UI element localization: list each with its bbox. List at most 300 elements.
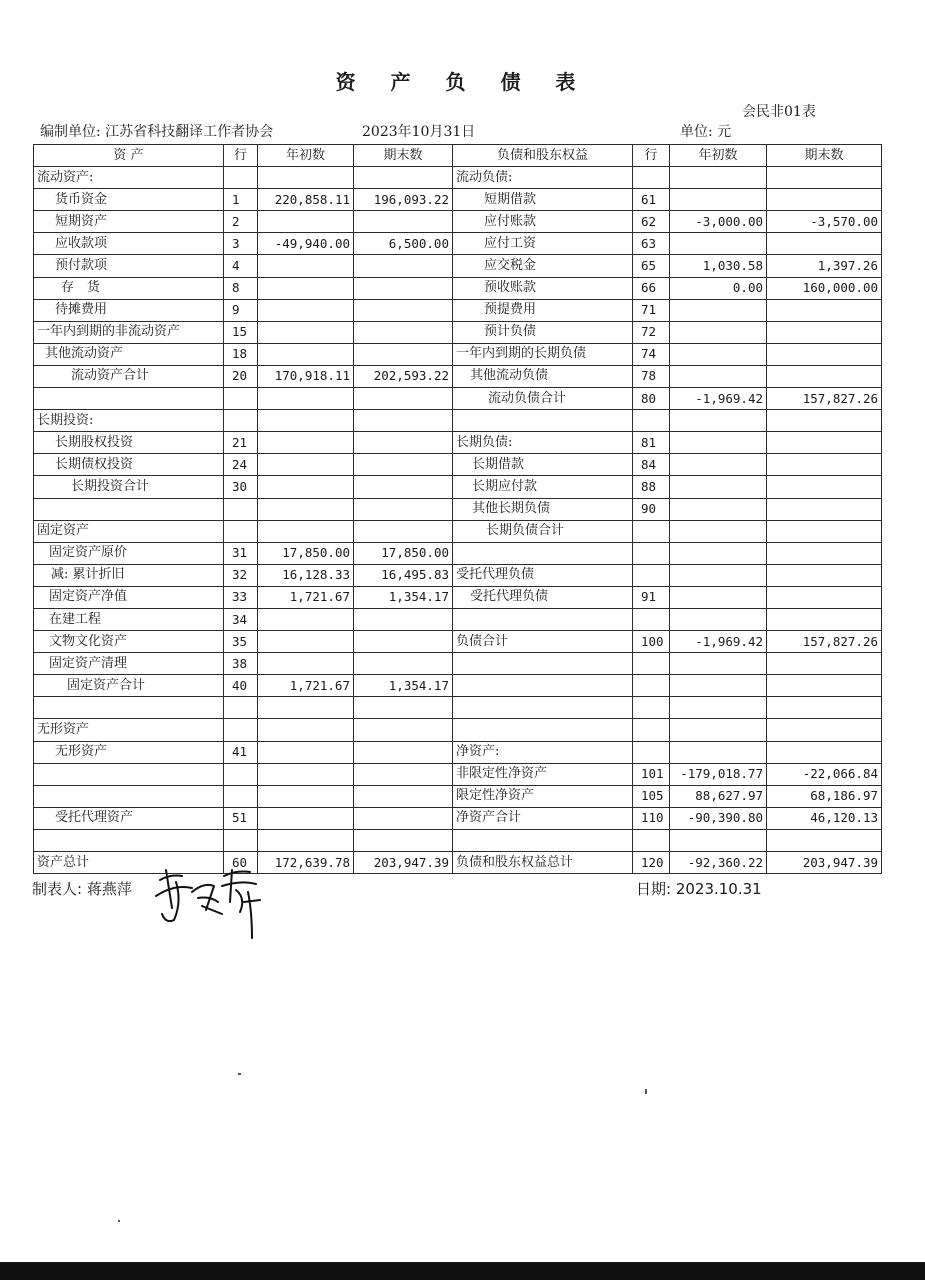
asset-closing-cell (354, 498, 453, 520)
liability-line-no-cell: 110 (633, 807, 670, 829)
header-cell: 资 产 (34, 145, 224, 167)
liability-line-no-cell: 91 (633, 586, 670, 608)
asset-line-no-cell: 21 (224, 432, 258, 454)
asset-opening-cell (258, 631, 354, 653)
asset-closing-cell: 202,593.22 (354, 365, 453, 387)
liability-closing-cell (767, 167, 882, 189)
asset-closing-cell (354, 432, 453, 454)
table-row (34, 586, 882, 608)
liability-name-cell: 其他流动负债 (453, 365, 633, 387)
header-cell: 期末数 (767, 145, 882, 167)
liability-name-cell: 长期借款 (453, 454, 633, 476)
table-row (34, 476, 882, 498)
table-row (34, 741, 882, 763)
asset-line-no-cell: 40 (224, 675, 258, 697)
liability-line-no-cell: 78 (633, 365, 670, 387)
liability-closing-cell (767, 454, 882, 476)
asset-closing-cell (354, 454, 453, 476)
asset-closing-cell (354, 829, 453, 851)
liability-closing-cell: 157,827.26 (767, 388, 882, 410)
asset-opening-cell (258, 167, 354, 189)
asset-name-cell: 短期资产 (34, 211, 224, 233)
asset-name-cell: 长期投资合计 (34, 476, 224, 498)
liability-name-cell (453, 653, 633, 675)
liability-closing-cell (767, 299, 882, 321)
liability-line-no-cell (633, 697, 670, 719)
liability-closing-cell (767, 520, 882, 542)
asset-name-cell: 无形资产 (34, 719, 224, 741)
asset-opening-cell (258, 653, 354, 675)
asset-name-cell (34, 785, 224, 807)
asset-closing-cell (354, 299, 453, 321)
liability-closing-cell (767, 476, 882, 498)
asset-line-no-cell: 32 (224, 564, 258, 586)
asset-opening-cell: 17,850.00 (258, 542, 354, 564)
table-row (34, 829, 882, 851)
asset-line-no-cell: 4 (224, 255, 258, 277)
asset-opening-cell (258, 299, 354, 321)
liability-opening-cell (670, 476, 767, 498)
asset-name-cell: 长期投资: (34, 410, 224, 432)
liability-opening-cell (670, 697, 767, 719)
asset-name-cell: 减: 累计折旧 (34, 564, 224, 586)
liability-line-no-cell: 63 (633, 233, 670, 255)
asset-line-no-cell: 20 (224, 365, 258, 387)
table-row (34, 675, 882, 697)
footer-date: 日期: 2023.10.31 (636, 880, 762, 898)
liability-opening-cell: -3,000.00 (670, 211, 767, 233)
asset-name-cell: 流动资产: (34, 167, 224, 189)
asset-opening-cell (258, 498, 354, 520)
scan-edge-bar (0, 1262, 925, 1280)
asset-line-no-cell (224, 785, 258, 807)
asset-line-no-cell: 34 (224, 608, 258, 630)
asset-line-no-cell (224, 498, 258, 520)
liability-opening-cell (670, 233, 767, 255)
liability-closing-cell (767, 365, 882, 387)
liability-closing-cell (767, 608, 882, 630)
liability-name-cell: 流动负债: (453, 167, 633, 189)
asset-opening-cell: 1,721.67 (258, 586, 354, 608)
asset-line-no-cell: 15 (224, 321, 258, 343)
asset-opening-cell (258, 255, 354, 277)
asset-line-no-cell: 31 (224, 542, 258, 564)
balance-sheet-table (33, 144, 882, 874)
liability-name-cell (453, 697, 633, 719)
report-title: 资 产 负 债 表 (335, 70, 590, 94)
liability-name-cell: 长期负债合计 (453, 520, 633, 542)
liability-line-no-cell (633, 829, 670, 851)
asset-line-no-cell (224, 697, 258, 719)
liability-opening-cell (670, 343, 767, 365)
table-row (34, 388, 882, 410)
asset-name-cell: 资产总计 (34, 852, 224, 874)
liability-line-no-cell: 100 (633, 631, 670, 653)
asset-line-no-cell: 3 (224, 233, 258, 255)
asset-closing-cell (354, 167, 453, 189)
table-row (34, 277, 882, 299)
asset-opening-cell: 16,128.33 (258, 564, 354, 586)
liability-opening-cell: -92,360.22 (670, 852, 767, 874)
asset-line-no-cell (224, 388, 258, 410)
asset-closing-cell (354, 343, 453, 365)
asset-closing-cell (354, 410, 453, 432)
liability-opening-cell (670, 454, 767, 476)
liability-line-no-cell: 66 (633, 277, 670, 299)
asset-closing-cell (354, 631, 453, 653)
liability-closing-cell (767, 829, 882, 851)
asset-closing-cell (354, 277, 453, 299)
table-row (34, 697, 882, 719)
asset-name-cell: 长期债权投资 (34, 454, 224, 476)
liability-name-cell (453, 675, 633, 697)
liability-name-cell: 应交税金 (453, 255, 633, 277)
asset-closing-cell (354, 807, 453, 829)
asset-line-no-cell (224, 167, 258, 189)
asset-opening-cell: 172,639.78 (258, 852, 354, 874)
asset-line-no-cell: 18 (224, 343, 258, 365)
liability-closing-cell (767, 697, 882, 719)
liability-line-no-cell: 61 (633, 189, 670, 211)
liability-name-cell: 一年内到期的长期负债 (453, 343, 633, 365)
asset-opening-cell: -49,940.00 (258, 233, 354, 255)
asset-opening-cell: 1,721.67 (258, 675, 354, 697)
asset-name-cell (34, 388, 224, 410)
asset-closing-cell (354, 741, 453, 763)
liability-closing-cell (767, 410, 882, 432)
asset-opening-cell (258, 476, 354, 498)
liability-name-cell: 受托代理负债 (453, 564, 633, 586)
liability-closing-cell (767, 719, 882, 741)
liability-opening-cell (670, 653, 767, 675)
liability-line-no-cell: 88 (633, 476, 670, 498)
liability-line-no-cell (633, 675, 670, 697)
liability-line-no-cell (633, 410, 670, 432)
handwritten-signature (152, 862, 272, 942)
asset-name-cell: 文物文化资产 (34, 631, 224, 653)
liability-line-no-cell: 71 (633, 299, 670, 321)
asset-opening-cell (258, 520, 354, 542)
table-row (34, 608, 882, 630)
liability-opening-cell: 88,627.97 (670, 785, 767, 807)
asset-line-no-cell: 30 (224, 476, 258, 498)
liability-line-no-cell (633, 520, 670, 542)
liability-line-no-cell (633, 564, 670, 586)
liability-line-no-cell (633, 608, 670, 630)
asset-opening-cell (258, 454, 354, 476)
liability-opening-cell (670, 321, 767, 343)
liability-line-no-cell: 74 (633, 343, 670, 365)
header-cell: 行 (224, 145, 258, 167)
liability-name-cell: 限定性净资产 (453, 785, 633, 807)
asset-closing-cell (354, 608, 453, 630)
liability-line-no-cell: 120 (633, 852, 670, 874)
asset-closing-cell: 16,495.83 (354, 564, 453, 586)
asset-name-cell: 其他流动资产 (34, 343, 224, 365)
asset-closing-cell (354, 476, 453, 498)
liability-opening-cell (670, 719, 767, 741)
liability-name-cell: 长期应付款 (453, 476, 633, 498)
table-row (34, 167, 882, 189)
asset-opening-cell (258, 388, 354, 410)
liability-closing-cell (767, 343, 882, 365)
liability-opening-cell: -179,018.77 (670, 763, 767, 785)
scan-speck (238, 1073, 241, 1075)
scan-speck (645, 1089, 647, 1094)
asset-name-cell: 货币资金 (34, 189, 224, 211)
liability-name-cell: 其他长期负债 (453, 498, 633, 520)
liability-name-cell: 非限定性净资产 (453, 763, 633, 785)
liability-line-no-cell: 72 (633, 321, 670, 343)
asset-name-cell: 固定资产合计 (34, 675, 224, 697)
header-cell: 期末数 (354, 145, 453, 167)
asset-opening-cell (258, 807, 354, 829)
liability-closing-cell: 157,827.26 (767, 631, 882, 653)
liability-opening-cell (670, 520, 767, 542)
liability-line-no-cell: 80 (633, 388, 670, 410)
table-row (34, 653, 882, 675)
asset-closing-cell (354, 653, 453, 675)
liability-opening-cell (670, 498, 767, 520)
liability-opening-cell (670, 829, 767, 851)
liability-line-no-cell (633, 719, 670, 741)
asset-name-cell: 流动资产合计 (34, 365, 224, 387)
liability-closing-cell (767, 432, 882, 454)
asset-line-no-cell: 8 (224, 277, 258, 299)
asset-opening-cell (258, 321, 354, 343)
asset-name-cell (34, 498, 224, 520)
asset-name-cell: 固定资产净值 (34, 586, 224, 608)
asset-opening-cell (258, 829, 354, 851)
liability-name-cell: 受托代理负债 (453, 586, 633, 608)
liability-name-cell: 预计负债 (453, 321, 633, 343)
asset-closing-cell (354, 697, 453, 719)
table-row (34, 410, 882, 432)
asset-closing-cell: 1,354.17 (354, 675, 453, 697)
header-cell: 年初数 (258, 145, 354, 167)
liability-line-no-cell: 81 (633, 432, 670, 454)
table-row (34, 255, 882, 277)
liability-line-no-cell (633, 653, 670, 675)
liability-opening-cell (670, 741, 767, 763)
asset-line-no-cell: 41 (224, 741, 258, 763)
asset-name-cell: 应收款项 (34, 233, 224, 255)
asset-line-no-cell: 60 (224, 852, 258, 874)
liability-closing-cell (767, 586, 882, 608)
asset-line-no-cell (224, 520, 258, 542)
asset-line-no-cell: 1 (224, 189, 258, 211)
header-cell: 行 (633, 145, 670, 167)
liability-opening-cell (670, 564, 767, 586)
asset-name-cell (34, 763, 224, 785)
liability-closing-cell (767, 233, 882, 255)
liability-name-cell: 负债合计 (453, 631, 633, 653)
asset-line-no-cell (224, 410, 258, 432)
liability-opening-cell (670, 675, 767, 697)
asset-closing-cell (354, 255, 453, 277)
asset-name-cell: 无形资产 (34, 741, 224, 763)
asset-line-no-cell: 35 (224, 631, 258, 653)
asset-opening-cell (258, 697, 354, 719)
liability-closing-cell: -22,066.84 (767, 763, 882, 785)
asset-opening-cell (258, 741, 354, 763)
liability-closing-cell: 203,947.39 (767, 852, 882, 874)
liability-line-no-cell: 65 (633, 255, 670, 277)
asset-closing-cell (354, 520, 453, 542)
asset-name-cell: 长期股权投资 (34, 432, 224, 454)
asset-closing-cell: 6,500.00 (354, 233, 453, 255)
liability-name-cell: 应付工资 (453, 233, 633, 255)
liability-line-no-cell: 90 (633, 498, 670, 520)
asset-closing-cell (354, 763, 453, 785)
liability-opening-cell (670, 365, 767, 387)
liability-name-cell: 应付账款 (453, 211, 633, 233)
liability-closing-cell (767, 189, 882, 211)
asset-closing-cell: 1,354.17 (354, 586, 453, 608)
liability-name-cell (453, 829, 633, 851)
asset-opening-cell (258, 608, 354, 630)
liability-opening-cell (670, 410, 767, 432)
liability-opening-cell (670, 299, 767, 321)
liability-closing-cell: -3,570.00 (767, 211, 882, 233)
liability-line-no-cell: 101 (633, 763, 670, 785)
liability-closing-cell (767, 675, 882, 697)
table-row (34, 233, 882, 255)
asset-opening-cell (258, 410, 354, 432)
asset-line-no-cell: 24 (224, 454, 258, 476)
liability-name-cell: 长期负债: (453, 432, 633, 454)
asset-name-cell: 预付款项 (34, 255, 224, 277)
scan-speck (118, 1220, 120, 1222)
liability-opening-cell: 0.00 (670, 277, 767, 299)
asset-opening-cell (258, 763, 354, 785)
table-row (34, 454, 882, 476)
liability-closing-cell: 68,186.97 (767, 785, 882, 807)
table-header-row (34, 145, 882, 167)
liability-closing-cell (767, 564, 882, 586)
preparer-unit: 编制单位: 江苏省科技翻译工作者协会 (40, 124, 274, 140)
table-row (34, 211, 882, 233)
liability-name-cell: 净资产: (453, 741, 633, 763)
liability-opening-cell: -1,969.42 (670, 631, 767, 653)
liability-opening-cell (670, 542, 767, 564)
asset-name-cell: 一年内到期的非流动资产 (34, 321, 224, 343)
asset-closing-cell (354, 719, 453, 741)
asset-name-cell: 在建工程 (34, 608, 224, 630)
liability-line-no-cell: 62 (633, 211, 670, 233)
asset-name-cell (34, 829, 224, 851)
liability-name-cell: 净资产合计 (453, 807, 633, 829)
asset-opening-cell (258, 343, 354, 365)
liability-name-cell: 负债和股东权益总计 (453, 852, 633, 874)
table-row (34, 343, 882, 365)
asset-closing-cell (354, 785, 453, 807)
liability-name-cell: 流动负债合计 (453, 388, 633, 410)
liability-opening-cell (670, 167, 767, 189)
table-row (34, 785, 882, 807)
table-row (34, 631, 882, 653)
liability-name-cell: 预提费用 (453, 299, 633, 321)
asset-name-cell (34, 697, 224, 719)
asset-opening-cell (258, 211, 354, 233)
liability-closing-cell: 160,000.00 (767, 277, 882, 299)
asset-line-no-cell (224, 719, 258, 741)
table-row (34, 763, 882, 785)
liability-line-no-cell (633, 741, 670, 763)
liability-opening-cell: 1,030.58 (670, 255, 767, 277)
liability-name-cell (453, 410, 633, 432)
liability-closing-cell (767, 542, 882, 564)
liability-closing-cell (767, 653, 882, 675)
asset-line-no-cell: 2 (224, 211, 258, 233)
liability-opening-cell: -1,969.42 (670, 388, 767, 410)
asset-name-cell: 存 货 (34, 277, 224, 299)
liability-line-no-cell (633, 542, 670, 564)
asset-closing-cell: 17,850.00 (354, 542, 453, 564)
header-cell: 负债和股东权益 (453, 145, 633, 167)
asset-name-cell: 受托代理资产 (34, 807, 224, 829)
asset-line-no-cell: 9 (224, 299, 258, 321)
asset-closing-cell (354, 321, 453, 343)
header-cell: 年初数 (670, 145, 767, 167)
asset-opening-cell (258, 785, 354, 807)
table-row (34, 321, 882, 343)
asset-closing-cell: 196,093.22 (354, 189, 453, 211)
asset-closing-cell (354, 211, 453, 233)
report-date: 2023年10月31日 (362, 124, 476, 140)
asset-line-no-cell (224, 763, 258, 785)
table-row (34, 299, 882, 321)
table-row (34, 564, 882, 586)
liability-line-no-cell: 105 (633, 785, 670, 807)
asset-line-no-cell: 51 (224, 807, 258, 829)
asset-name-cell: 固定资产 (34, 520, 224, 542)
liability-opening-cell (670, 586, 767, 608)
table-row (34, 189, 882, 211)
liability-line-no-cell (633, 167, 670, 189)
asset-opening-cell: 220,858.11 (258, 189, 354, 211)
asset-opening-cell (258, 277, 354, 299)
table-row (34, 365, 882, 387)
asset-opening-cell (258, 432, 354, 454)
liability-opening-cell (670, 432, 767, 454)
liability-closing-cell (767, 498, 882, 520)
form-number: 会民非01表 (742, 104, 816, 120)
liability-opening-cell (670, 608, 767, 630)
liability-name-cell (453, 542, 633, 564)
table-row (34, 807, 882, 829)
table-row (34, 542, 882, 564)
liability-opening-cell: -90,390.80 (670, 807, 767, 829)
table-row (34, 432, 882, 454)
table-row (34, 498, 882, 520)
asset-closing-cell (354, 388, 453, 410)
asset-name-cell: 固定资产清理 (34, 653, 224, 675)
liability-line-no-cell: 84 (633, 454, 670, 476)
asset-opening-cell (258, 719, 354, 741)
liability-name-cell: 短期借款 (453, 189, 633, 211)
liability-name-cell (453, 608, 633, 630)
liability-opening-cell (670, 189, 767, 211)
asset-name-cell: 待摊费用 (34, 299, 224, 321)
liability-name-cell: 预收账款 (453, 277, 633, 299)
liability-closing-cell: 46,120.13 (767, 807, 882, 829)
table-row (34, 520, 882, 542)
asset-closing-cell: 203,947.39 (354, 852, 453, 874)
liability-closing-cell: 1,397.26 (767, 255, 882, 277)
asset-line-no-cell: 33 (224, 586, 258, 608)
asset-line-no-cell (224, 829, 258, 851)
